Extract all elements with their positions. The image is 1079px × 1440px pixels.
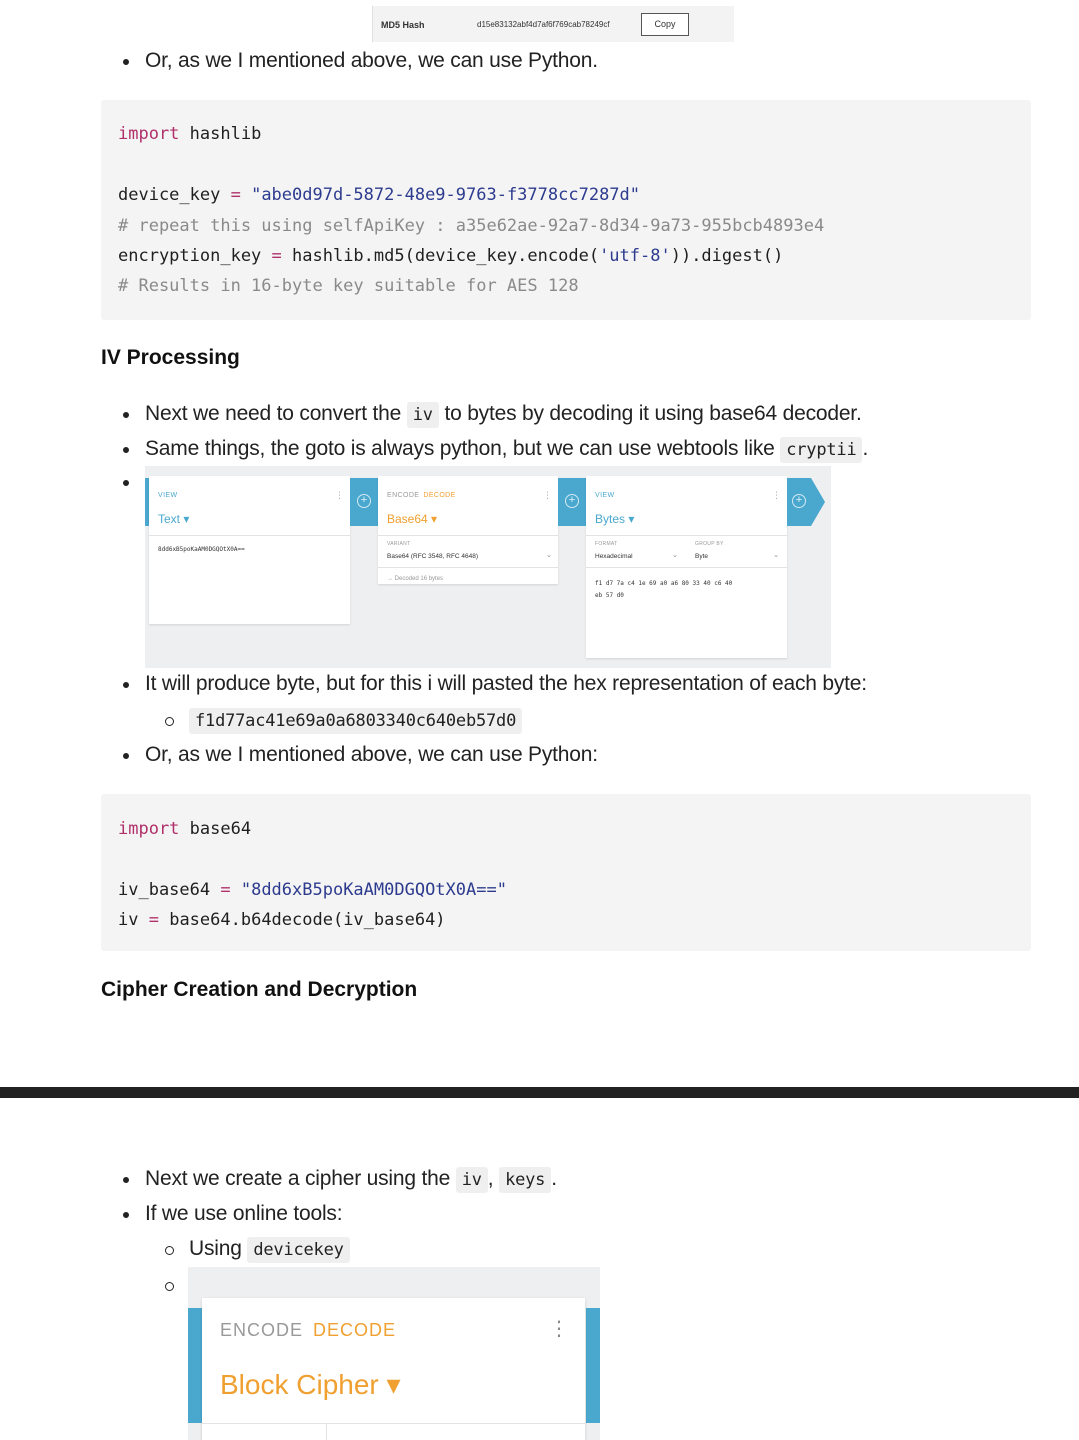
code-line: import base64	[118, 819, 252, 839]
bullet-webtools: Same things, the goto is always python, but we can use webtools like cryptii .	[145, 437, 868, 461]
bullet-convert-iv: Next we need to convert the iv to bytes by decoding it using base64 decoder.	[145, 402, 862, 426]
text-panel: VIEW ⋮ Text ▾ 8dd6xB5poKaAM0DGQOtX0A==	[149, 476, 350, 624]
cryptii-screenshot	[145, 466, 831, 668]
heading-cipher-creation: Cipher Creation and Decryption	[101, 978, 418, 1001]
bytes-panel: VIEW ⋮ Bytes ▾ FORMAT Hexadecimal ⌄ GROUP BY Byte ⌄ f1 d7 7a c4 1e 69 a0 a6 80 33 40 c6 40 eb 57 d0	[586, 476, 787, 658]
code-comment: # repeat this using selfApiKey : a35e62ae-92a7-8d34-9a73-955bcb4893e4	[118, 216, 825, 236]
cryptii-link[interactable]: cryptii	[780, 437, 862, 463]
code-block-base64	[101, 794, 1031, 951]
code-line: import hashlib	[118, 124, 262, 144]
more-icon: ⋮	[335, 490, 344, 500]
bullet-produce-byte: It will produce byte, but for this i will pasted the hex representation of each byte:	[145, 672, 867, 695]
sub-bullet-devicekey: Using devicekey	[189, 1237, 350, 1261]
pipe-connector[interactable]	[787, 478, 811, 526]
md5-tool-screenshot	[372, 6, 734, 42]
code-block-hashlib	[101, 100, 1031, 320]
plus-icon: +	[565, 494, 579, 508]
sub-bullet-hex: f1d77ac41e69a0a6803340c640eb57d0	[189, 708, 522, 732]
md5-value: d15e83132abf4d7af6f769cab78249cf	[477, 20, 610, 29]
copy-button[interactable]: Copy	[641, 13, 689, 36]
arrow-tip-icon	[811, 478, 825, 526]
code-line: iv_base64 = "8dd6xB5poKaAM0DGQOtX0A=="	[118, 880, 507, 900]
md5-label: MD5 Hash	[381, 20, 425, 30]
code-line: iv = base64.b64decode(iv_base64)	[118, 910, 446, 930]
plus-icon: +	[357, 494, 371, 508]
bullet-python-iv: Or, as we I mentioned above, we can use Python:	[145, 743, 598, 766]
code-line: encryption_key = hashlib.md5(device_key.encode('utf-8')).digest()	[118, 246, 784, 266]
heading-iv-processing: IV Processing	[101, 346, 240, 369]
encoder-select[interactable]: Block Cipher ▾	[220, 1369, 401, 1400]
more-icon[interactable]: ⋮	[549, 1318, 569, 1340]
bullet-online-tools: If we use online tools:	[145, 1202, 343, 1225]
plus-icon: +	[792, 494, 806, 508]
pipe-connector[interactable]	[558, 478, 586, 526]
code-comment: # Results in 16-byte key suitable for AES 128	[118, 276, 579, 296]
block-cipher-screenshot	[188, 1267, 600, 1440]
base64-panel: ENCODE DECODE ⋮ Base64 ▾ VARIANT Base64 (RFC 3548, RFC 4648) ⌄ → Decoded 16 bytes	[378, 476, 558, 584]
page-divider	[0, 1087, 1079, 1098]
more-icon: ⋮	[772, 490, 781, 500]
accent-bar-right	[586, 1308, 600, 1423]
more-icon: ⋮	[543, 490, 552, 500]
bullet-python-note: Or, as we I mentioned above, we can use Python.	[145, 49, 598, 72]
accent-bar-left	[188, 1308, 202, 1423]
pipe-connector[interactable]	[350, 478, 378, 526]
block-cipher-panel: ENCODE DECODE ⋮ Block Cipher ▾	[202, 1298, 585, 1440]
bullet-create-cipher: Next we create a cipher using the iv , keys .	[145, 1167, 557, 1191]
code-line: device_key = "abe0d97d-5872-48e9-9763-f3778cc7287d"	[118, 185, 641, 205]
